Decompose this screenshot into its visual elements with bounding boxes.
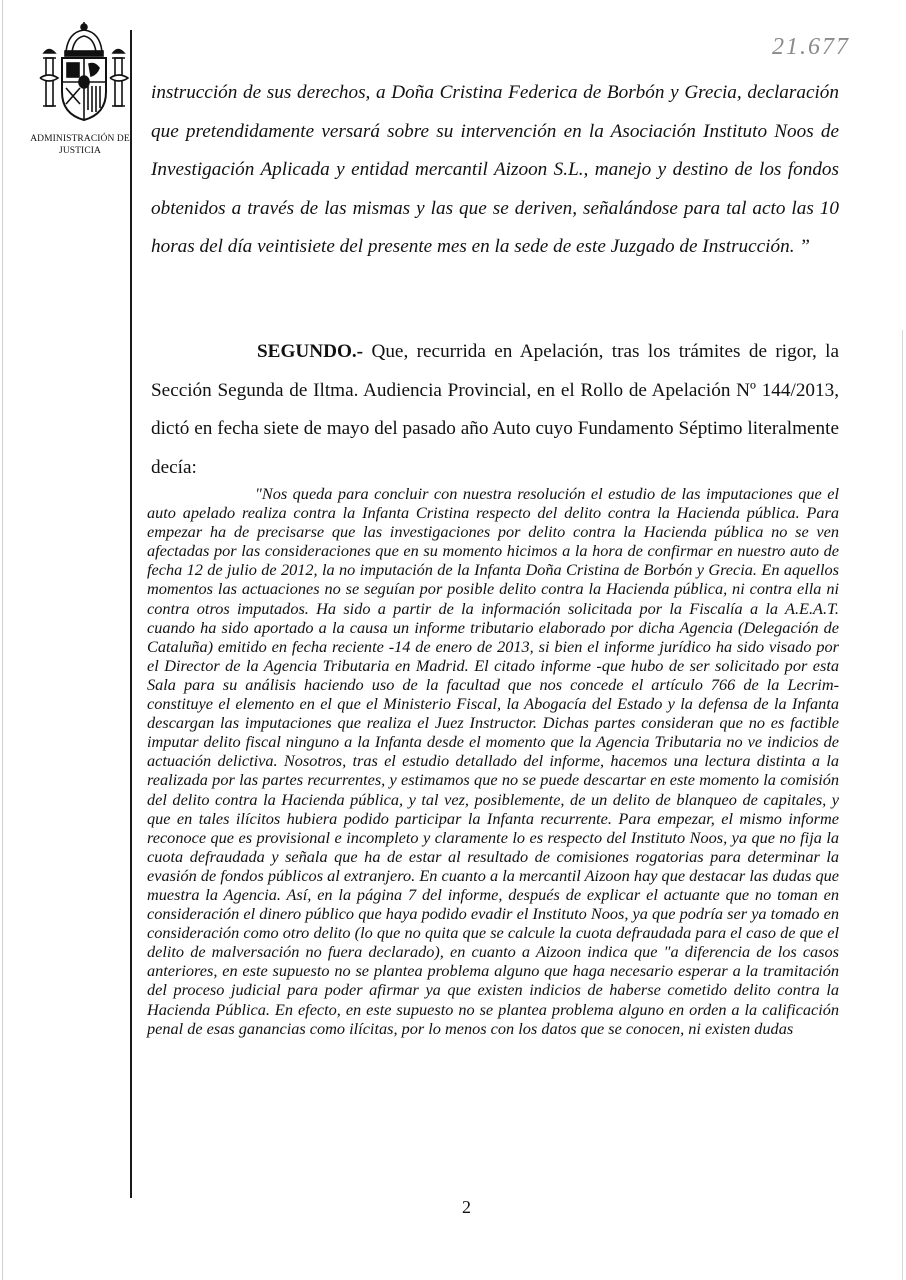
coat-of-arms-icon: [38, 22, 130, 130]
quoted-ruling: [147, 484, 839, 1038]
stamp-number: 21.677: [772, 34, 850, 60]
margin-rule: [130, 30, 132, 1198]
organization-name: ADMINISTRACIÓN DE JUSTICIA: [30, 134, 130, 156]
continuation-paragraph: instrucción de sus derechos, a Doña Cristina Federica de Borbón y Grecia, declaración que pretendidamente versará sobre su intervención en la Asociación Instituto Noos de Investigación Aplicada y entidad mercantil Aizoon S.L., manejo y destino de los fondos obtenidos a través de las mismas y las que se deriven, señalándose para tal acto las 10 horas del día veintisiete del presente mes en la sede de este Juzgado de Instrucción. ”: [151, 82, 839, 257]
quote-text: "Nos queda para concluir con nuestra resolución el estudio de las imputaciones que el auto apelado realiza contra la Infanta Cristina respecto del delito contra la Hacienda pública. Para empezar ha de precisarse que las investigaciones por delito contra la Hacienda pública no se ven afectadas por las consideraciones que en su momento hicimos a la hora de confirmar en nuestro auto de fecha 12 de julio de 2012, la no imputación de la Infanta Doña Cristina de Borbón y Grecia. En aquellos momentos las actuaciones no se seguían por posible delito contra la Hacienda pública, ni contra ella ni contra otros imputados. Ha sido a partir de la información solicitada por la Fiscalía a la A.E.A.T. cuando ha sido aportado a la causa un informe tributario elaborado por dicha Agencia (Delegación de Cataluña) emitido en fecha reciente -14 de enero de 2013, si bien el informe jurídico ha sido visado por el Director de la Agencia Tributaria en Madrid. El citado informe -que hubo de ser solicitado por esta Sala para su análisis haciendo uso de la facultad que nos concede el artículo 766 de la Lecrim- constituye el elemento en el que el Ministerio Fiscal, la Abogacía del Estado y la defensa de la Infanta descargan las imputaciones que realiza el Juez Instructor. Dichas partes consideran que no es factible imputar delito fiscal ninguno a la Infanta desde el momento que la Agencia Tributaria no ve indicios de actuación delictiva. Nosotros, tras el estudio detallado del informe, hacemos una lectura distinta a la realizada por las partes recurrentes, y estimamos que no se puede descartar en este momento la comisión del delito contra la Hacienda pública, y tal vez, posiblemente, de un delito de blanqueo de capitales, y que en tales ilícitos hubiera podido participar la Infanta recurrente. Para empezar, el mismo informe reconoce que es provisional e incompleto y claramente lo es respecto del Instituto Noos, ya que no fija la cuota defraudada y señala que ha de estar al resultado de comisiones rogatorias para determinar la evasión de fondos públicos al extranjero. En cuanto a la mercantil Aizoon hay que destacar las dudas que muestra la Agencia. Así, en la página 7 del informe, después de explicar el actuante que no toman en consideración el dinero público que haya podido evadir el Instituto Noos, ya que podría ser ya tomado en consideración como otro delito (lo que no quita que se calcule la cuota defraudada para el caso de que el delito de malversación no fuera declarado), en cuanto a Aizoon indica que "a diferencia de los casos anteriores, en este supuesto no se plantea problema alguno que haga necesario esperar a la tramitación del proceso judicial para poder afirmar ya que existen indicios de haberse cometido delito contra la Hacienda Pública. En efecto, en este supuesto no se plantea problema alguno en orden a la calificación penal de esas ganancias como ilícitas, por lo menos con los datos que se conocen, ni existen dudas: [147, 484, 839, 1038]
page-number: 2: [462, 1197, 471, 1217]
scan-edge-right: [902, 330, 903, 1280]
segundo-text: Que, recurrida en Apelación, tras los trámites de rigor, la Sección Segunda de Iltma. Audiencia Provincial, en el Rollo de Apelación Nº 144/2013, dictó en fecha siete de mayo del pasado año Auto cuyo Fundamento Séptimo literalmente decía:: [151, 341, 839, 478]
segundo-paragraph: [151, 333, 839, 487]
segundo-heading: SEGUNDO.-: [257, 341, 364, 362]
scan-edge-left: [2, 0, 3, 1280]
